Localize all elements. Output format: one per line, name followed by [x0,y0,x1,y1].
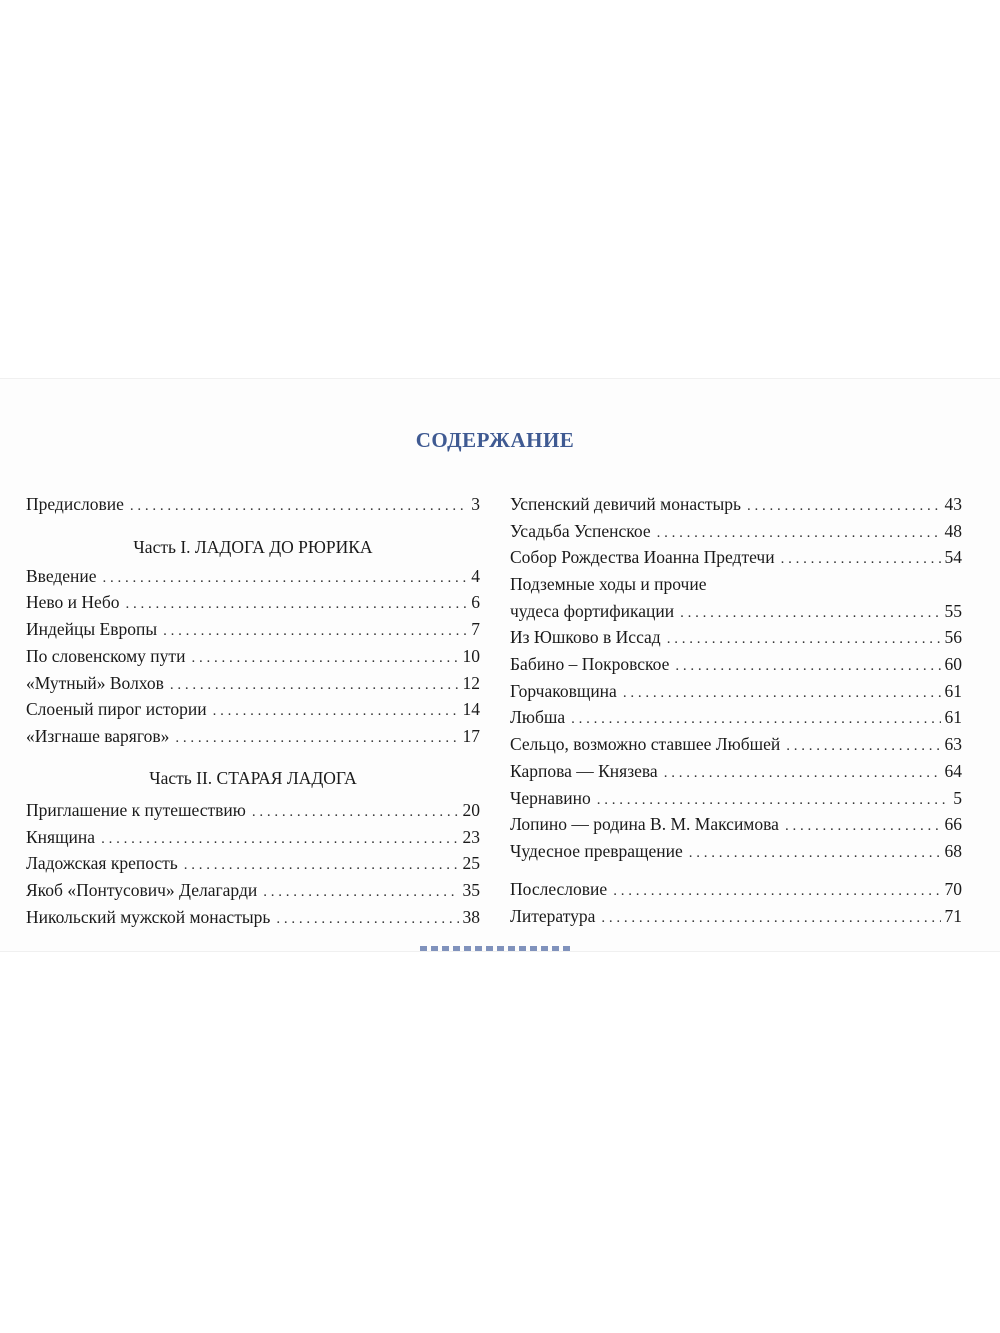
toc-entry-label: Нево и Небо [26,592,120,612]
dot-leader [786,733,940,759]
toc-entry-page: 55 [944,601,962,621]
toc-entry-page: 61 [944,707,962,727]
toc-entry [26,696,480,722]
toc-entry-page: 61 [944,681,962,701]
toc-entry-label: Слоеный пирог истории [26,699,207,719]
toc-entry-page: 4 [471,566,480,586]
toc-entry-page: 12 [462,673,480,693]
part-2-heading: Часть II. СТАРАЯ ЛАДОГА [149,768,357,788]
toc-entry-label: Княщина [26,827,96,847]
dot-leader [675,653,940,679]
toc-entry-page: 60 [944,654,962,674]
toc-entry [26,797,480,823]
toc-entry-label: «Мутный» Волхов [26,673,164,693]
toc-entry-label: Любша [510,707,566,727]
cropped-next-heading [420,946,570,951]
dot-leader [252,799,459,825]
toc-entry [510,518,962,544]
dot-leader [781,546,941,572]
toc-entry-label: Введение [26,566,97,586]
dot-leader [263,879,458,905]
toc-entry-page: 23 [462,827,480,847]
toc-entry [26,563,480,589]
toc-entry-page: 48 [944,521,962,541]
dot-leader [170,672,459,698]
toc-entry-label: Из Юшково в Иссад [510,627,661,647]
toc-entry-page: 71 [944,906,962,926]
toc-entry-label: Ладожская крепость [26,853,178,873]
toc-entry [510,491,962,517]
toc-entry [26,824,480,850]
toc-entry [510,544,962,570]
toc-entry-page: 56 [944,627,962,647]
toc-entry [26,670,480,696]
dot-leader [597,787,949,813]
toc-entry [510,678,962,704]
dot-leader [213,698,459,724]
toc-entry-label: Чернавино [510,788,591,808]
toc-entry [510,598,962,624]
toc-entry [510,704,962,730]
toc-entry [510,785,962,811]
dot-leader [747,493,941,519]
toc-title: СОДЕРЖАНИЕ [415,428,575,452]
toc-entry [510,651,962,677]
toc-entry [26,904,480,930]
toc-entry-label: Лопино — родина В. М. Максимова [510,814,779,834]
toc-entry [510,731,962,757]
dot-leader [623,680,941,706]
toc-entry-page: 54 [944,547,962,567]
dot-leader [785,813,941,839]
toc-entry-page: 7 [471,619,480,639]
toc-entry-page: 63 [944,734,962,754]
toc-entry-page: 6 [471,592,480,612]
toc-entry-label: «Изгнаше варягов» [26,726,170,746]
dot-leader [664,760,941,786]
toc-entry-page: 3 [471,494,480,514]
dot-leader [130,493,467,519]
dot-leader [689,840,941,866]
dot-leader [184,852,459,878]
dot-leader [680,600,940,626]
toc-entry-label: Собор Рождества Иоанна Предтечи [510,547,775,567]
toc-entry [510,811,962,837]
toc-entry-page: 35 [462,880,480,900]
toc-entry-label: Послесловие [510,879,608,899]
toc-entry [510,838,962,864]
toc-entry-page: 10 [462,646,480,666]
toc-entry-label: Усадьба Успенское [510,521,651,541]
toc-entry-page: 38 [462,907,480,927]
toc-entry-literature [510,903,962,929]
dot-leader [191,645,458,671]
part-1-heading: Часть I. ЛАДОГА ДО РЮРИКА [133,537,373,557]
toc-entry-page: 20 [462,800,480,820]
toc-entry-page: 68 [944,841,962,861]
toc-entry-label: Успенский девичий монастырь [510,494,741,514]
toc-entry [510,624,962,650]
toc-entry-label: По словенскому пути [26,646,186,666]
dot-leader [163,618,467,644]
toc-entry-afterword [510,876,962,902]
dot-leader [276,906,458,932]
toc-entry-label: Индейцы Европы [26,619,158,639]
toc-entry-page: 64 [944,761,962,781]
toc-entry-page: 43 [944,494,962,514]
toc-entry [26,616,480,642]
toc-entry [26,589,480,615]
dot-leader [125,591,467,617]
toc-entry-label: Сельцо, возможно ставшее Любшей [510,734,781,754]
toc-entry-label: Бабино – Покровское [510,654,670,674]
toc-entry-preface [26,491,480,517]
toc-entry-page: 25 [462,853,480,873]
toc-entry-label: Никольский мужской монастырь [26,907,271,927]
toc-entry-label: Чудесное превращение [510,841,683,861]
toc-entry [26,877,480,903]
dot-leader [175,725,458,751]
dot-leader [571,706,940,732]
dot-leader [657,520,941,546]
toc-entry [26,850,480,876]
dot-leader [601,905,940,931]
toc-entry-label: чудеса фортификации [510,601,675,621]
toc-entry [26,723,480,749]
toc-entry-page: 17 [462,726,480,746]
toc-entry-page: 14 [462,699,480,719]
toc-entry-label: Карпова — Князева [510,761,658,781]
dot-leader [103,565,468,591]
toc-entry-page: 66 [944,814,962,834]
toc-entry-label: Горчаковщина [510,681,617,701]
toc-entry-label: Предисловие [26,494,124,514]
dot-leader [101,826,458,852]
toc-entry-label: Якоб «Понтусович» Делагарди [26,880,258,900]
toc-entry-page: 5 [953,788,962,808]
toc-entry [26,643,480,669]
toc-entry-label: Приглашение к путешествию [26,800,246,820]
dot-leader [613,878,940,904]
toc-entry-first-line: Подземные ходы и прочие [510,574,707,594]
toc-entry-label: Литература [510,906,596,926]
toc-entry [510,758,962,784]
toc-entry-page: 70 [944,879,962,899]
dot-leader [667,626,941,652]
